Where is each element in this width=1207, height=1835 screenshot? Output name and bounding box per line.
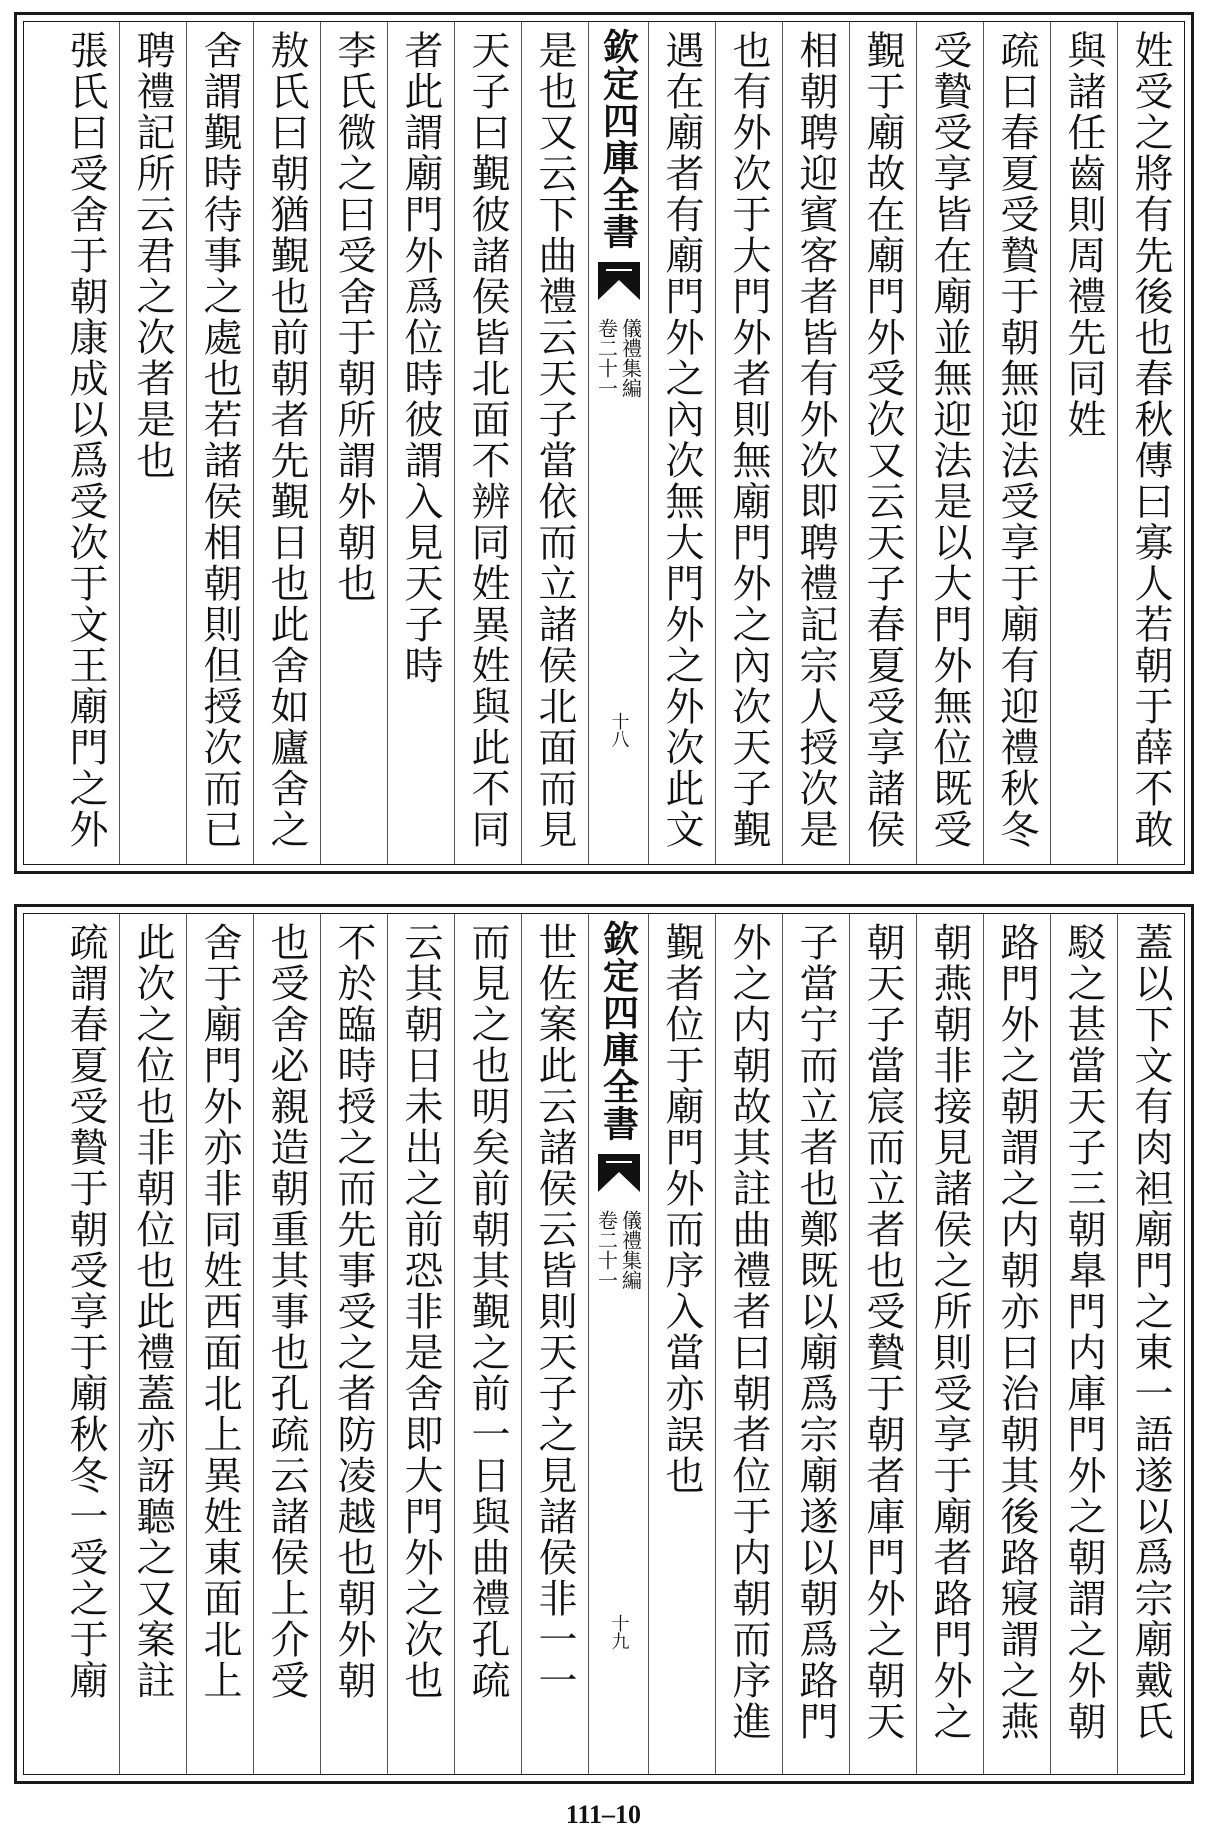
text-column: 遇在廟者有廟門外之內次無大門外之外次此文 xyxy=(648,22,715,864)
text-column: 李氏微之曰受舍于朝所謂外朝也 xyxy=(320,22,387,864)
text-column: 是也又云下曲禮云天子當依而立諸侯北面而見 xyxy=(521,22,588,864)
fishtail-mark-icon xyxy=(596,1152,642,1194)
fishtail-mark-icon xyxy=(596,260,642,302)
text-column: 世佐案此云諸侯云皆則天子之見諸侯非一一 xyxy=(521,914,588,1774)
text-column: 也有外次于大門外者則無廟門外之內次天子覲 xyxy=(715,22,782,864)
text-column: 子當宁而立者也鄭既以廟爲宗廟遂以朝爲路門 xyxy=(782,914,849,1774)
text-column: 覲者位于廟門外而序入當亦誤也 xyxy=(648,914,715,1774)
text-column: 張氏曰受舍于朝康成以爲受次于文王廟門之外 xyxy=(63,30,108,850)
text-column: 朝天子當宸而立者也受贄于朝者庫門外之朝天 xyxy=(849,914,916,1774)
text-column: 駁之甚當天子三朝臯門内庫門外之朝謂之外朝 xyxy=(1050,914,1117,1774)
text-column: 疏曰春夏受贄于朝無迎法受享于廟有迎禮秋冬 xyxy=(983,22,1050,864)
text-column: 姓受之將有先後也春秋傳曰寡人若朝于薛不敢 xyxy=(1117,22,1184,864)
text-column: 相朝聘迎賓客者皆有外次即聘禮記宗人授次是 xyxy=(782,22,849,864)
text-column: 覲于廟故在廟門外受次又云天子春夏受享諸侯 xyxy=(849,22,916,864)
page-number: 十九 xyxy=(608,1614,630,1650)
text-column: 天子曰覲彼諸侯皆北面不辨同姓異姓與此不同 xyxy=(454,22,521,864)
text-column: 不於臨時授之而先事受之者防凌越也朝外朝 xyxy=(320,914,387,1774)
text-column: 舍于廟門外亦非同姓西面北上異姓東面北上 xyxy=(186,914,253,1774)
volume-label: 卷二十一 xyxy=(594,318,619,398)
library-title: 欽定四庫全書 xyxy=(597,28,640,250)
page-frame xyxy=(23,913,1185,1775)
text-column: 蓋以下文有肉袒廟門之東一語遂以爲宗廟戴氏 xyxy=(1117,914,1184,1774)
text-column: 舍謂覲時待事之處也若諸侯相朝則但授次而已 xyxy=(186,22,253,864)
text-column: 也受舍必親造朝重其事也孔疏云諸侯上介受 xyxy=(253,914,320,1774)
book-info xyxy=(596,1210,642,1290)
text-column: 而見之也明矣前朝其覲之前一日與曲禮孔疏 xyxy=(454,914,521,1774)
text-column: 外之内朝故其註曲禮者曰朝者位于内朝而序進 xyxy=(715,914,782,1774)
text-column: 與諸任齒則周禮先同姓 xyxy=(1050,22,1117,864)
page-number: 十八 xyxy=(608,712,630,748)
center-fold xyxy=(588,22,648,864)
footer-page-id: 111–10 xyxy=(565,1800,642,1829)
text-column: 此次之位也非朝位也此禮蓋亦訝聽之又案註 xyxy=(119,914,186,1774)
book-info xyxy=(596,318,642,398)
text-column: 受贄受享皆在廟並無迎法是以大門外無位既受 xyxy=(916,22,983,864)
center-fold xyxy=(588,914,648,1774)
volume-label: 卷二十一 xyxy=(594,1210,619,1290)
page-top xyxy=(14,12,1194,874)
text-column: 聘禮記所云君之次者是也 xyxy=(119,22,186,864)
text-column: 疏謂春夏受贄于朝受享于廟秋冬一受之于廟 xyxy=(63,922,108,1701)
text-column: 云其朝日未出之前恐非是舍即大門外之次也 xyxy=(387,914,454,1774)
book-title: 儀禮集編 xyxy=(618,1210,643,1290)
library-title: 欽定四庫全書 xyxy=(597,920,640,1142)
text-column: 朝燕朝非接見諸侯之所則受享于廟者路門外之 xyxy=(916,914,983,1774)
page-frame xyxy=(23,21,1185,865)
text-column: 者此謂廟門外爲位時彼謂入見天子時 xyxy=(387,22,454,864)
page-bottom xyxy=(14,904,1194,1784)
book-title: 儀禮集編 xyxy=(618,318,643,398)
text-column: 敖氏曰朝猶覲也前朝者先覲日也此舍如廬舍之 xyxy=(253,22,320,864)
text-column: 路門外之朝謂之内朝亦曰治朝其後路寢謂之燕 xyxy=(983,914,1050,1774)
